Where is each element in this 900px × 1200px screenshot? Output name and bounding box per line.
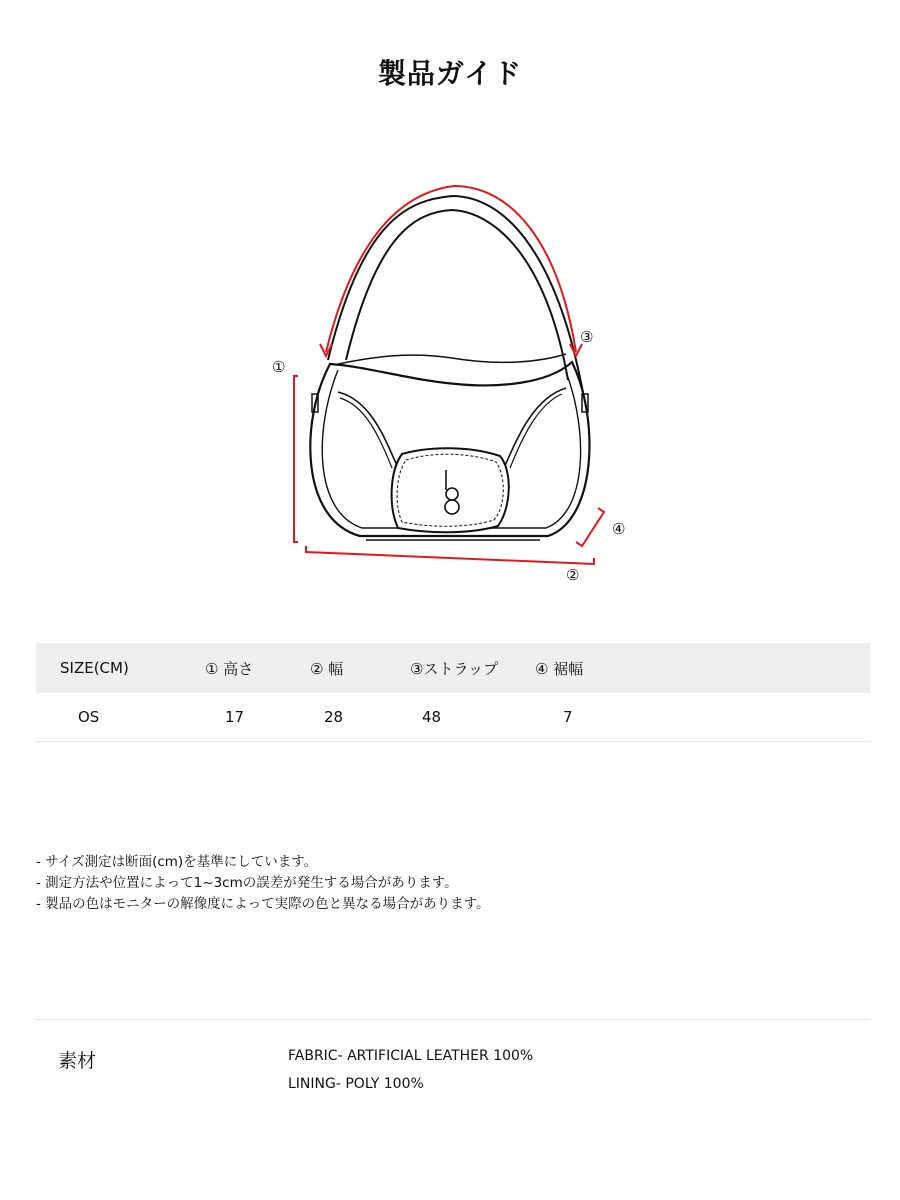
size-table [36, 643, 870, 742]
header-width: ② 幅 [310, 659, 344, 678]
note-line: - 測定方法や位置によって1~3cmの誤差が発生する場合があります。 [36, 875, 458, 891]
note-line: - 製品の色はモニターの解像度によって実際の色と異なる場合があります。 [36, 896, 490, 912]
cell-strap: 48 [422, 707, 442, 726]
header-strap: ③ストラップ [410, 659, 499, 678]
note-line: - サイズ測定は断面(cm)を基準にしています。 [36, 854, 318, 870]
size-table-header-row [36, 643, 870, 693]
cell-width: 28 [324, 707, 344, 726]
material-line-fabric: FABRIC- ARTIFICIAL LEATHER 100% [288, 1048, 534, 1064]
marker-2: ② [566, 566, 580, 584]
cell-height: 17 [225, 707, 245, 726]
size-table-container [36, 643, 870, 742]
marker-1: ① [272, 358, 286, 376]
header-height: ① 高さ [205, 659, 254, 678]
table-row [36, 693, 870, 741]
page-title: 製品ガイド [377, 57, 523, 90]
header-size: SIZE(CM) [60, 659, 129, 677]
cell-size: OS [78, 707, 100, 726]
material-section [36, 1019, 870, 1110]
base-width-measure-line [576, 508, 604, 546]
bag-measurement-diagram [0, 160, 900, 620]
width-measure-line [306, 546, 594, 564]
cell-base-width: 7 [563, 707, 573, 726]
measurement-notes [36, 852, 490, 915]
material-line-lining: LINING- POLY 100% [288, 1076, 424, 1092]
marker-3: ③ [580, 328, 594, 346]
header-base-width: ④ 裾幅 [535, 659, 584, 678]
material-label: 素材 [58, 1050, 97, 1072]
height-measure-line [294, 376, 298, 542]
marker-4: ④ [612, 520, 626, 538]
material-details [288, 1042, 533, 1098]
